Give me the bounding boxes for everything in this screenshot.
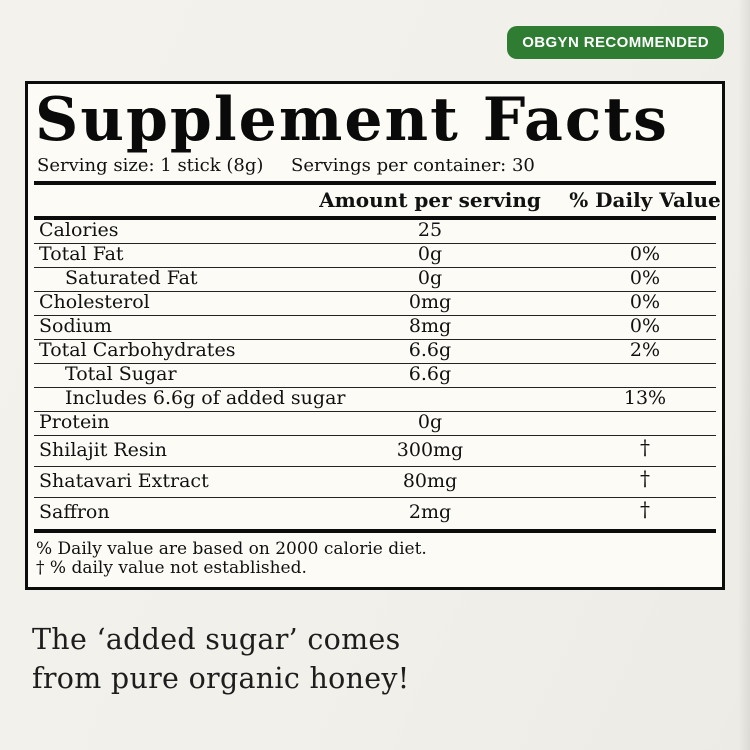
- row-daily-value: 0%: [629, 315, 661, 337]
- table-row: [34, 292, 716, 316]
- table-row: [34, 340, 716, 364]
- row-daily-value: †: [640, 466, 650, 490]
- table-row: [34, 498, 716, 529]
- row-label: Total Carbohydrates: [39, 339, 236, 361]
- row-amount: 0g: [417, 267, 443, 289]
- row-amount: 6.6g: [408, 339, 452, 361]
- row-daily-value: †: [640, 435, 650, 459]
- caption-line-2: from pure organic honey!: [32, 662, 410, 695]
- table-row: [34, 388, 716, 412]
- row-amount: 6.6g: [408, 363, 452, 385]
- footnote-daily-value: % Daily value are based on 2000 calorie diet.: [36, 539, 427, 559]
- row-amount: 8mg: [408, 315, 452, 337]
- row-amount: 0g: [417, 411, 443, 433]
- footnotes: [28, 533, 722, 578]
- column-header-daily-value: % Daily Value: [569, 188, 721, 212]
- column-header-amount: Amount per serving: [319, 188, 541, 212]
- row-label: Shatavari Extract: [39, 470, 209, 492]
- row-label: Total Fat: [39, 243, 124, 265]
- row-label: Total Sugar: [65, 363, 177, 385]
- row-daily-value: †: [640, 497, 650, 521]
- servings-per-container: Servings per container: 30: [291, 155, 535, 176]
- serving-size: Serving size: 1 stick (8g): [37, 155, 264, 176]
- table-row: [34, 268, 716, 292]
- row-daily-value: 13%: [623, 387, 667, 409]
- row-amount: 300mg: [396, 439, 464, 461]
- badge-label: OBGYN RECOMMENDED: [522, 34, 709, 51]
- row-label: Shilajit Resin: [39, 439, 167, 461]
- panel-title: Supplement Facts: [35, 85, 669, 155]
- row-daily-value: 0%: [629, 243, 661, 265]
- table-row: [34, 436, 716, 467]
- caption-line-1: The ‘added sugar’ comes: [32, 623, 401, 656]
- row-amount: 2mg: [408, 501, 452, 523]
- row-amount: 0mg: [408, 291, 452, 313]
- serving-info: [28, 151, 722, 181]
- table-row: [34, 220, 716, 244]
- row-label: Sodium: [39, 315, 112, 337]
- row-amount: 0g: [417, 243, 443, 265]
- nutrition-table: [34, 220, 716, 529]
- table-header: [28, 185, 722, 216]
- row-daily-value: 0%: [629, 291, 661, 313]
- caption-added-sugar: [32, 620, 410, 698]
- row-amount: 25: [417, 219, 443, 241]
- table-row: [34, 412, 716, 436]
- row-amount: 80mg: [402, 470, 458, 492]
- table-row: [34, 467, 716, 498]
- supplement-facts-panel: [25, 81, 725, 590]
- row-label: Cholesterol: [39, 291, 150, 313]
- row-label: Includes 6.6g of added sugar: [65, 387, 346, 409]
- row-daily-value: 2%: [629, 339, 661, 361]
- row-daily-value: 0%: [629, 267, 661, 289]
- row-label: Saturated Fat: [65, 267, 198, 289]
- table-row: [34, 244, 716, 268]
- footnote-dagger: † % daily value not established.: [36, 558, 307, 578]
- table-row: [34, 364, 716, 388]
- row-label: Saffron: [39, 501, 110, 523]
- row-label: Calories: [39, 219, 119, 241]
- obgyn-badge: [507, 26, 724, 59]
- table-row: [34, 316, 716, 340]
- row-label: Protein: [39, 411, 110, 433]
